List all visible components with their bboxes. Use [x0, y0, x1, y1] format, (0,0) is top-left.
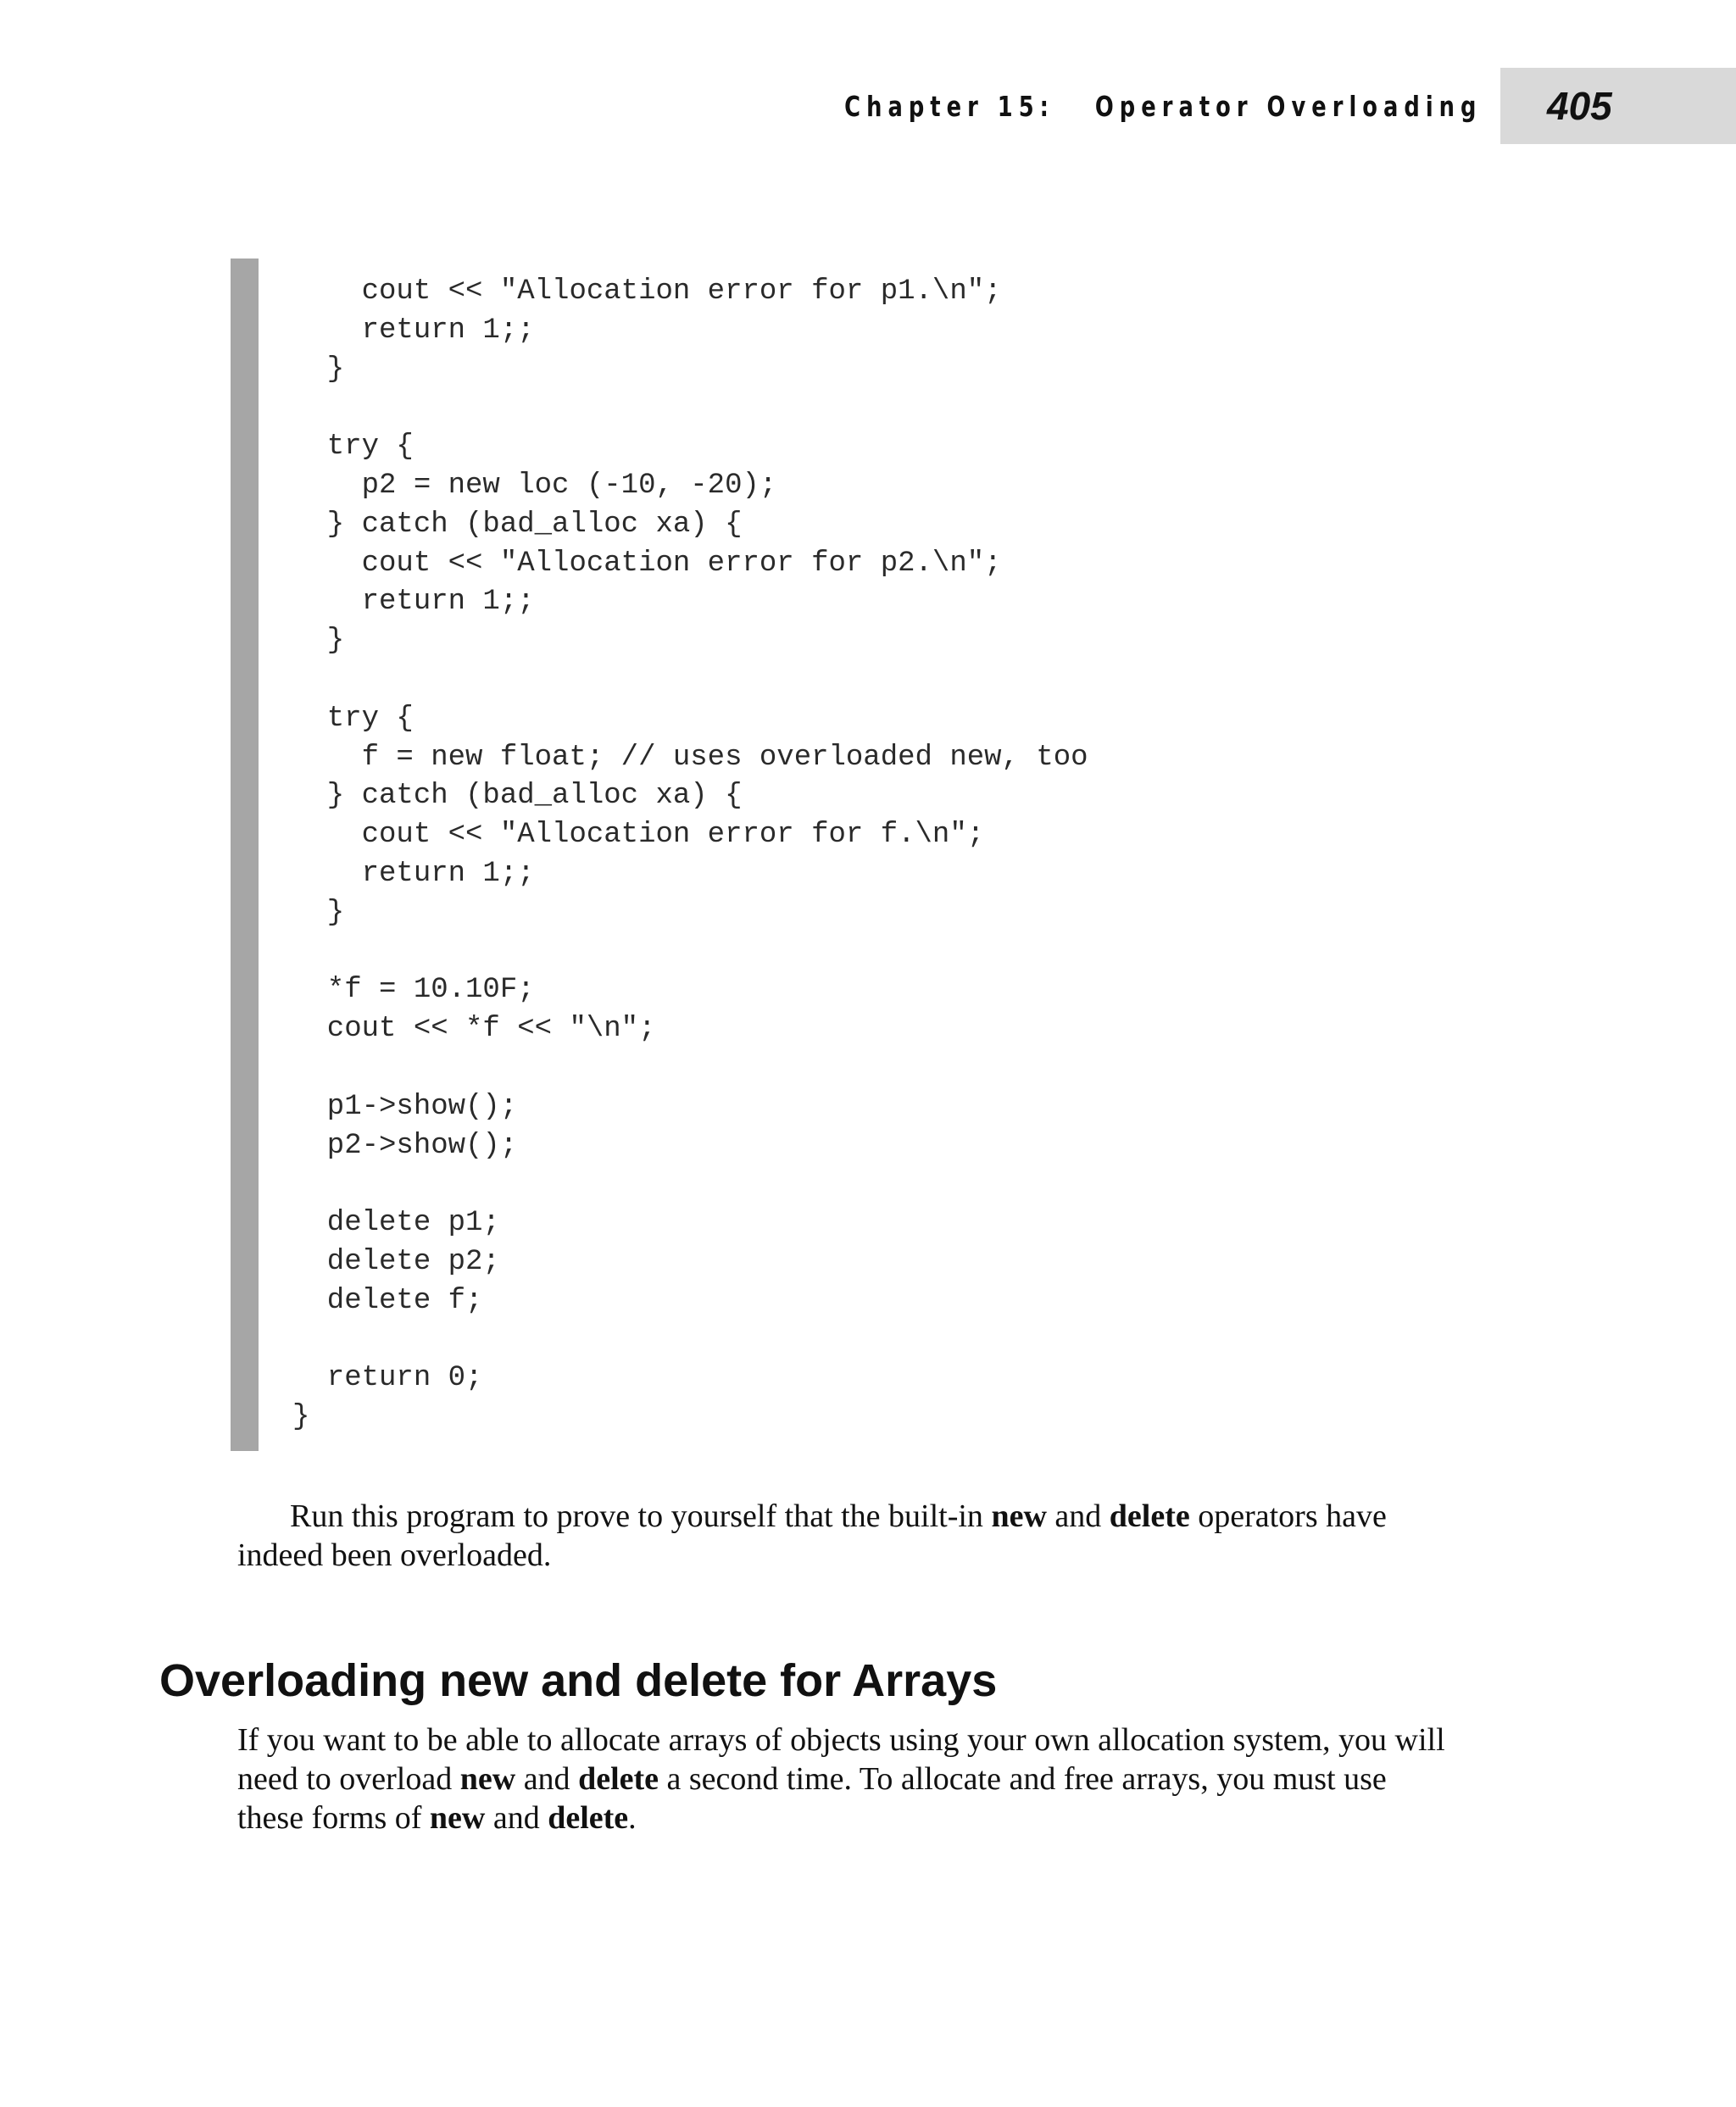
- code-line: [292, 933, 1088, 972]
- code-line: [292, 1321, 1088, 1360]
- code-line: p2 = new loc (-10, -20);: [292, 469, 777, 502]
- code-line: return 1;;: [292, 586, 535, 619]
- code-line: return 1;;: [292, 857, 535, 890]
- code-line: [292, 1165, 1088, 1204]
- code-line: }: [292, 625, 345, 658]
- para1-text-2: and: [1046, 1498, 1110, 1534]
- paragraph-run-program: [237, 1497, 1458, 1575]
- code-line: }: [292, 353, 345, 386]
- para2-keyword-delete-2: delete: [548, 1800, 629, 1836]
- code-line: [292, 661, 1088, 700]
- para1-text-1: Run this program to prove to yourself that the built-in: [290, 1498, 992, 1534]
- para1-keyword-delete: delete: [1109, 1498, 1190, 1534]
- code-line: try {: [292, 431, 414, 464]
- code-line: cout << "Allocation error for p2.\n";: [292, 547, 1002, 580]
- page-number: 405: [1547, 84, 1612, 128]
- code-line: }: [292, 1401, 310, 1434]
- code-line: [292, 1049, 1088, 1088]
- code-line: delete p1;: [292, 1207, 500, 1240]
- para2-text-1: If you want to be able to allocate arrays of objects using your own allocation system, you will need to overload: [237, 1722, 1445, 1797]
- chapter-label: [844, 90, 1482, 123]
- para2-text-3: a second time. To allocate and free arrays, you must use these forms of: [237, 1761, 1387, 1836]
- code-line: p2->show();: [292, 1129, 518, 1162]
- code-line: cout << "Allocation error for f.\n";: [292, 819, 985, 852]
- code-line: return 1;;: [292, 314, 535, 347]
- code-line: try {: [292, 702, 414, 735]
- page-number-box: [1500, 68, 1736, 144]
- para2-keyword-new-2: new: [429, 1800, 486, 1836]
- section-heading: Overloading new and delete for Arrays: [159, 1655, 998, 1706]
- paragraph-arrays: [237, 1721, 1458, 1837]
- chapter-title: Operator Overloading: [1094, 90, 1482, 123]
- code-line: cout << *f << "\n";: [292, 1013, 656, 1046]
- para1-text-3: operators have indeed been overloaded.: [237, 1498, 1387, 1573]
- code-line: } catch (bad_alloc xa) {: [292, 508, 743, 541]
- para1-keyword-new: new: [991, 1498, 1047, 1534]
- code-line: }: [292, 896, 345, 929]
- code-line: } catch (bad_alloc xa) {: [292, 780, 743, 813]
- code-line: [292, 389, 1088, 428]
- code-line: delete p2;: [292, 1245, 500, 1278]
- code-listing: [292, 273, 1088, 1437]
- code-listing-bar: [231, 259, 259, 1451]
- para2-keyword-delete: delete: [578, 1761, 659, 1797]
- code-line: delete f;: [292, 1284, 483, 1317]
- para2-text-2: and: [515, 1761, 579, 1797]
- code-line: p1->show();: [292, 1090, 518, 1123]
- chapter-number: Chapter 15:: [843, 90, 1054, 123]
- para2-keyword-new: new: [459, 1761, 516, 1797]
- code-line: return 0;: [292, 1362, 483, 1395]
- code-line: cout << "Allocation error for p1.\n";: [292, 275, 1002, 308]
- code-line: f = new float; // uses overloaded new, too: [292, 741, 1088, 774]
- para2-text-4: and: [485, 1800, 548, 1836]
- code-line: *f = 10.10F;: [292, 974, 535, 1007]
- para2-text-5: .: [628, 1800, 637, 1836]
- running-header: [0, 68, 1736, 144]
